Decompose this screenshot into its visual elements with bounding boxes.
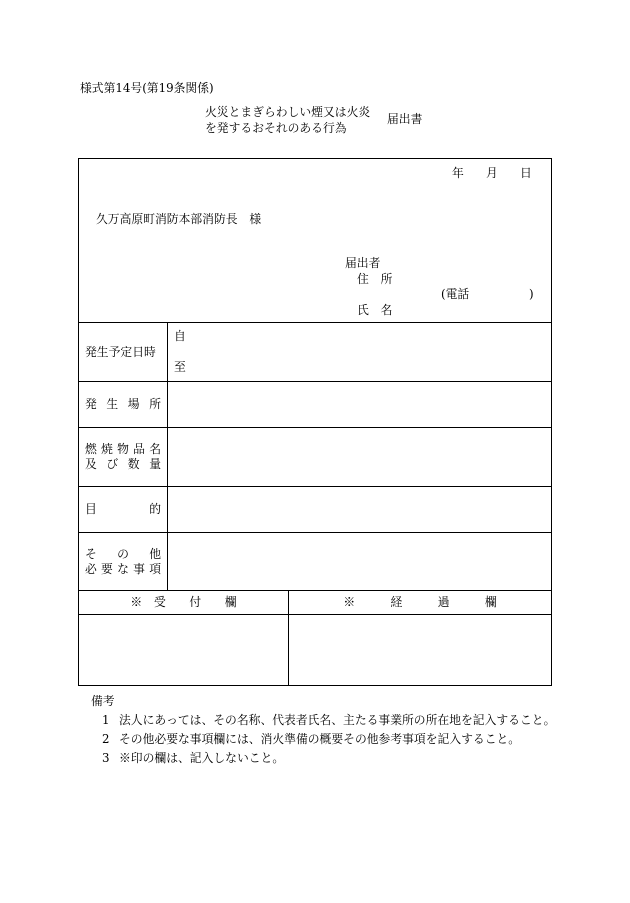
to-label: 至 — [174, 360, 186, 374]
note-number: 1 — [102, 713, 110, 727]
progress-cell — [289, 615, 551, 685]
row-materials — [79, 427, 551, 486]
row-office-use-header — [79, 590, 551, 614]
reception-cell — [79, 615, 289, 685]
note-text: 法人にあっては、その名称、代表者氏名、主たる事業所の所在地を記入すること。 — [119, 713, 556, 727]
name-label: 氏 名 — [357, 303, 393, 317]
form-number: 様式第14号(第19条関係) — [80, 81, 214, 95]
location-value-cell — [168, 382, 551, 427]
other-value-cell — [168, 533, 551, 590]
form-table — [78, 158, 552, 686]
other-label-line-2: 必要な事項 — [85, 561, 161, 576]
title-line-1: 火災とまぎらわしい煙又は火炎 — [205, 105, 371, 119]
label-cell — [79, 323, 168, 381]
phone-close-paren: ) — [529, 287, 534, 301]
applicant-label: 届出者 — [345, 256, 381, 270]
label-cell — [79, 533, 168, 590]
note-text: ※印の欄は、記入しないこと。 — [119, 751, 285, 765]
purpose-value-cell — [168, 487, 551, 532]
title-suffix: 届出書 — [387, 112, 423, 126]
note-text: その他必要な事項欄には、消火準備の概要その他参考事項を記入すること。 — [119, 732, 521, 746]
materials-value-cell — [168, 428, 551, 486]
row-purpose — [79, 486, 551, 532]
purpose-label: 目的 — [85, 502, 161, 516]
label-cell — [79, 487, 168, 532]
scheduled-datetime-value-cell — [168, 323, 551, 381]
reception-column-header: ※ 受 付 欄 — [79, 591, 289, 614]
note-number: 3 — [102, 751, 110, 765]
materials-label-line-2: 及び数量 — [85, 457, 161, 471]
notes-heading: 備考 — [91, 694, 115, 708]
row-office-use-body — [79, 614, 551, 685]
label-cell — [79, 428, 168, 486]
addressee: 久万高原町消防本部消防長 様 — [96, 212, 262, 226]
scheduled-datetime-label: 発生予定日時 — [85, 344, 156, 359]
address-label: 住 所 — [357, 272, 393, 286]
row-location — [79, 381, 551, 427]
location-label: 発生場所 — [85, 397, 161, 411]
date-year-label: 年 — [452, 166, 464, 180]
row-other-matters — [79, 532, 551, 590]
title-line-2: を発するおそれのある行為 — [205, 121, 347, 135]
materials-label-line-1: 燃焼物品名 — [85, 442, 161, 456]
label-cell — [79, 382, 168, 427]
from-label: 自 — [174, 329, 186, 343]
note-number: 2 — [102, 732, 110, 746]
row-scheduled-datetime — [79, 322, 551, 381]
other-label-line-1: その他 — [85, 546, 161, 561]
date-month-label: 月 — [486, 166, 498, 180]
header-section — [79, 159, 551, 322]
phone-label: (電話 — [441, 287, 470, 301]
date-day-label: 日 — [520, 166, 532, 180]
progress-column-header: ※ 経 過 欄 — [343, 595, 497, 609]
